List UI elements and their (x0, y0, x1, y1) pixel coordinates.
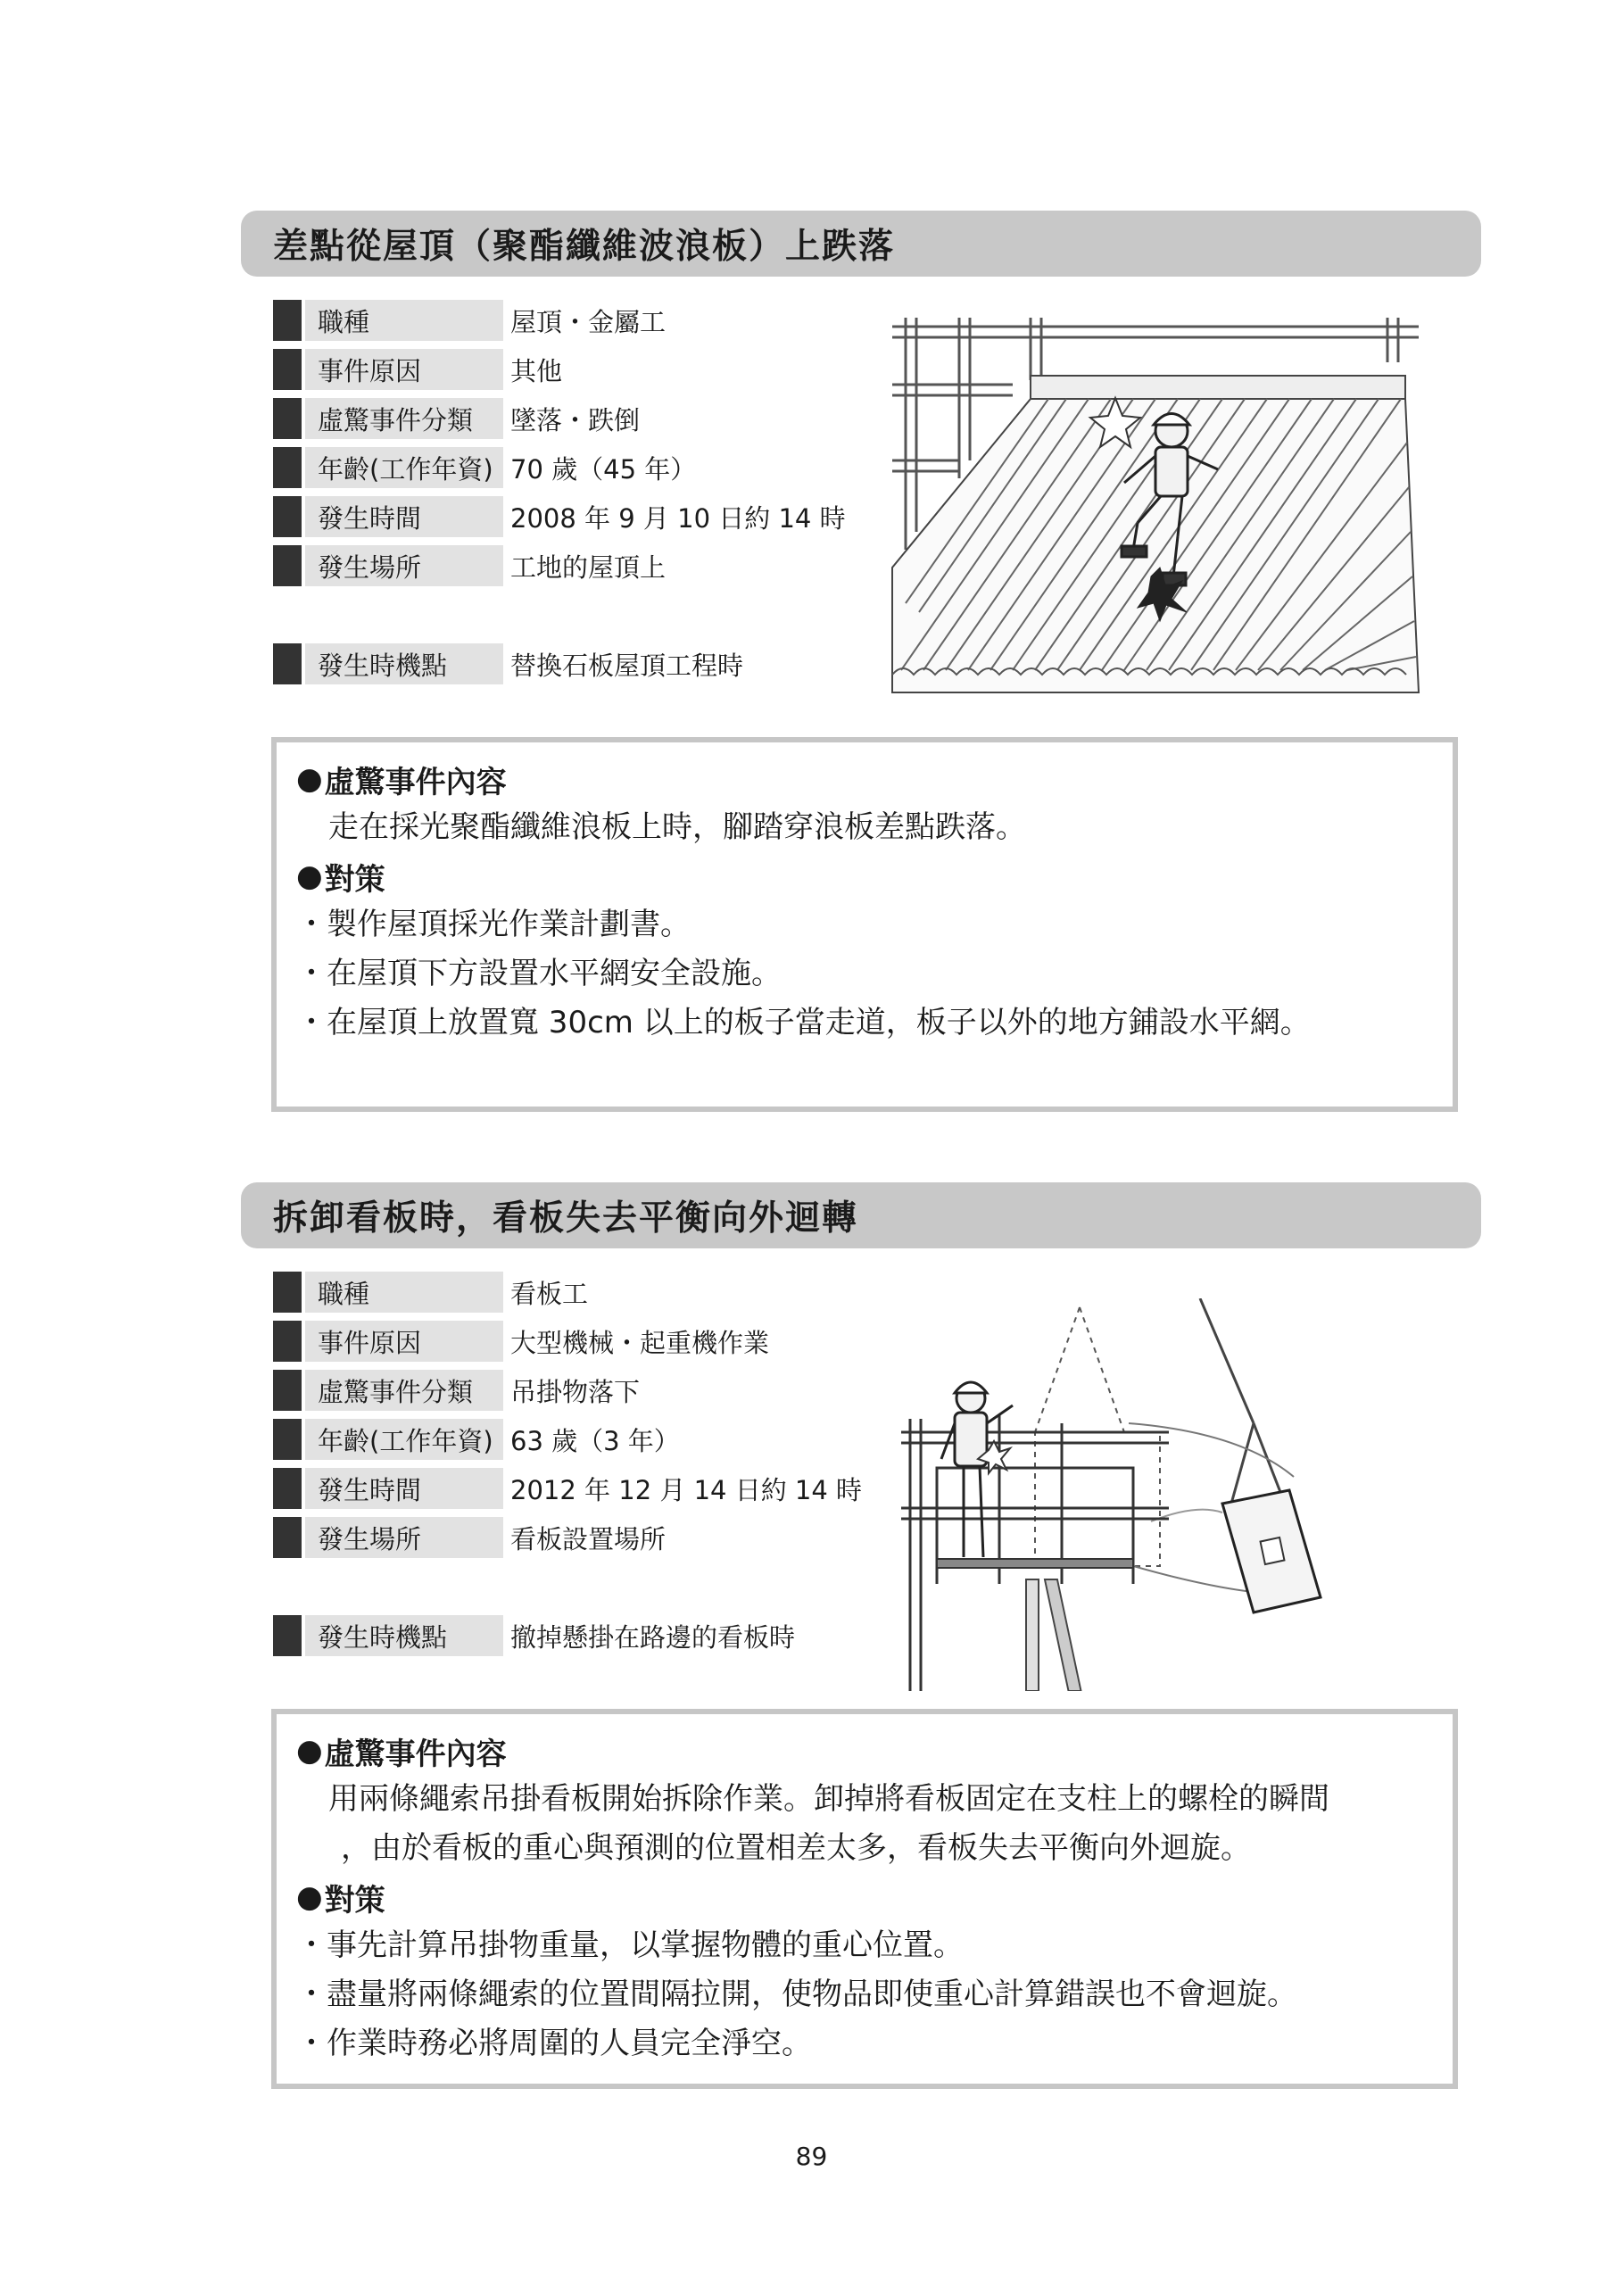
field-row-place (273, 1517, 666, 1558)
field-row-place (273, 545, 666, 586)
incident-heading: ● 虛驚事件內容 (296, 761, 507, 800)
incident-text: ，由於看板的重心與預測的位置相差太多，看板失去平衡向外迴旋。 (341, 1830, 1251, 1866)
measures-heading: ● 對策 (296, 858, 385, 898)
field-value: 其他 (510, 355, 563, 386)
field-value: 63 歲（3 年） (510, 1425, 680, 1456)
field-value: 屋頂・金屬工 (510, 306, 667, 337)
measure-item: ・事先計算吊掛物重量，以掌握物體的重心位置。 (296, 1927, 964, 1963)
field-value: 看板設置場所 (510, 1523, 667, 1554)
case-detail-box (271, 737, 1458, 1112)
case-roof-fall (241, 211, 1481, 1040)
field-row-timing (273, 1615, 795, 1656)
measure-item: ・製作屋頂採光作業計劃書。 (296, 907, 691, 942)
field-label: 年齡(工作年資) (305, 447, 503, 488)
case-signboard-rotation (241, 1182, 1481, 2061)
field-label: 發生時間 (305, 1468, 503, 1509)
field-row-category (273, 1370, 640, 1411)
field-row-time (273, 1468, 862, 1509)
case-title: 拆卸看板時，看板失去平衡向外迴轉 (241, 1182, 1481, 1248)
field-row-age (273, 447, 696, 488)
field-row-age (273, 1419, 680, 1460)
measure-item: ・在屋頂上放置寬 30cm 以上的板子當走道，板子以外的地方鋪設水平網。 (296, 1005, 1311, 1040)
field-row-timing (273, 643, 743, 684)
field-value: 替換石板屋頂工程時 (510, 650, 744, 681)
measure-item: ・在屋頂下方設置水平網安全設施。 (296, 956, 782, 991)
case-title: 差點從屋頂（聚酯纖維波浪板）上跌落 (241, 211, 1481, 277)
incident-text: 走在採光聚酯纖維浪板上時，腳踏穿浪板差點跌落。 (328, 809, 1026, 845)
case-detail-box (271, 1709, 1458, 2089)
field-label: 發生場所 (305, 1517, 503, 1558)
signboard-rotation-illustration (901, 1298, 1459, 1691)
field-row-cause (273, 1321, 769, 1362)
field-row-job (273, 1272, 588, 1313)
measure-item: ・作業時務必將周圍的人員完全淨空。 (296, 2026, 812, 2061)
field-row-category (273, 398, 640, 439)
roof-fall-illustration (888, 309, 1423, 701)
field-value: 看板工 (510, 1278, 589, 1309)
field-row-time (273, 496, 846, 537)
field-label: 職種 (305, 300, 503, 341)
field-label: 事件原因 (305, 1321, 503, 1362)
field-label: 年齡(工作年資) (305, 1419, 503, 1460)
measure-item: ・盡量將兩條繩索的位置間隔拉開，使物品即使重心計算錯誤也不會迴旋。 (296, 1977, 1297, 2012)
field-label: 發生場所 (305, 545, 503, 586)
field-label: 發生時機點 (305, 1615, 503, 1656)
field-value: 70 歲（45 年） (510, 453, 697, 485)
page-number: 89 (795, 2142, 828, 2171)
field-row-job (273, 300, 666, 341)
field-value: 2008 年 9 月 10 日約 14 時 (510, 502, 846, 534)
field-value: 撤掉懸掛在路邊的看板時 (510, 1621, 796, 1653)
field-value: 工地的屋頂上 (510, 551, 667, 583)
field-label: 職種 (305, 1272, 503, 1313)
field-label: 虛驚事件分類 (305, 1370, 503, 1411)
field-row-cause (273, 349, 562, 390)
incident-text: 用兩條繩索吊掛看板開始拆除作業。卸掉將看板固定在支柱上的螺栓的瞬間 (328, 1781, 1329, 1817)
field-label: 虛驚事件分類 (305, 398, 503, 439)
field-value: 2012 年 12 月 14 日約 14 時 (510, 1474, 863, 1505)
measures-heading: ● 對策 (296, 1879, 385, 1919)
field-label: 發生時間 (305, 496, 503, 537)
field-value: 墜落・跌倒 (510, 404, 641, 435)
field-label: 事件原因 (305, 349, 503, 390)
incident-heading: ● 虛驚事件內容 (296, 1733, 507, 1772)
field-label: 發生時機點 (305, 643, 503, 684)
field-value: 吊掛物落下 (510, 1376, 641, 1407)
field-value: 大型機械・起重機作業 (510, 1327, 770, 1358)
